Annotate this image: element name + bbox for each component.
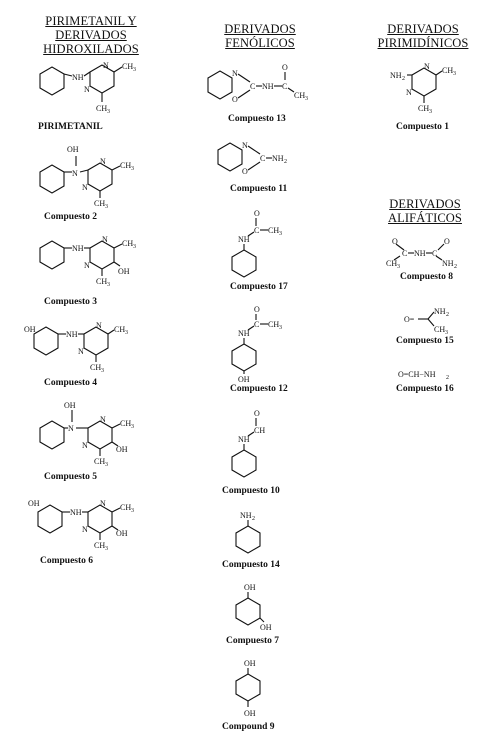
svg-text:N: N	[406, 88, 412, 97]
svg-text:NH: NH	[390, 71, 402, 80]
svg-text:OH: OH	[244, 583, 256, 592]
svg-text:OH: OH	[64, 401, 76, 410]
caption-compuesto-1: Compuesto 1	[396, 122, 450, 132]
compuesto-4-structure	[20, 318, 130, 374]
svg-text:3: 3	[105, 204, 108, 210]
compuesto-3-structure	[34, 236, 144, 292]
svg-text:CH: CH	[122, 239, 134, 248]
caption-compuesto-5: Compuesto 5	[44, 472, 98, 482]
svg-text:3: 3	[397, 264, 400, 270]
compuesto-14-structure	[234, 508, 304, 554]
svg-text:OH: OH	[244, 659, 256, 668]
svg-text:O: O	[242, 167, 248, 176]
svg-text:3: 3	[305, 96, 308, 102]
svg-text:O: O	[392, 237, 398, 246]
svg-text:3: 3	[131, 424, 134, 430]
svg-text:2: 2	[252, 516, 255, 522]
svg-text:NH: NH	[442, 259, 454, 268]
svg-text:CH: CH	[120, 503, 132, 512]
svg-text:3: 3	[279, 325, 282, 331]
svg-text:OH: OH	[116, 529, 128, 538]
svg-text:O: O	[254, 209, 260, 218]
svg-text:C: C	[260, 154, 266, 163]
compuesto-8-structure	[384, 234, 494, 274]
compuesto-12-structure	[228, 304, 318, 384]
svg-text:CH: CH	[434, 325, 446, 334]
caption-compuesto-13: Compuesto 13	[228, 114, 286, 124]
svg-text:OH: OH	[118, 267, 130, 276]
svg-text:C: C	[254, 320, 260, 329]
svg-text:O: O	[254, 409, 260, 418]
svg-text:3: 3	[131, 166, 134, 172]
svg-text:2: 2	[454, 264, 457, 270]
svg-text:CH: CH	[114, 325, 126, 334]
svg-text:2: 2	[402, 76, 405, 82]
compuesto-6-structure	[26, 494, 142, 556]
svg-text:NH: NH	[262, 82, 274, 91]
svg-text:N: N	[82, 525, 88, 534]
header-alifaticos: DERIVADOS ALIFÁTICOS	[388, 197, 462, 225]
header-pirimetanil	[8, 14, 174, 56]
svg-text:NH: NH	[66, 330, 78, 339]
svg-text:O: O	[232, 95, 238, 104]
compuesto-13-structure	[202, 60, 322, 110]
caption-compuesto-2: Compuesto 2	[44, 212, 98, 222]
svg-text:O=: O=	[404, 315, 415, 324]
caption-compuesto-6: Compuesto 6	[40, 556, 94, 566]
caption-pirimetanil: PIRIMETANIL	[38, 122, 103, 132]
header-pirimidinicos: DERIVADOS PIRIMIDÍNICOS	[377, 22, 469, 50]
svg-text:NH: NH	[238, 435, 250, 444]
svg-text:NH: NH	[72, 73, 84, 82]
svg-text:3: 3	[107, 109, 110, 115]
svg-text:3: 3	[107, 282, 110, 288]
svg-text:CH: CH	[90, 363, 102, 372]
caption-compuesto-15: Compuesto 15	[396, 336, 454, 346]
svg-text:3: 3	[105, 546, 108, 552]
svg-text:N: N	[100, 415, 106, 424]
svg-text:OH: OH	[116, 445, 128, 454]
svg-text:CH: CH	[442, 66, 454, 75]
svg-text:CH: CH	[268, 320, 280, 329]
svg-text:3: 3	[445, 330, 448, 336]
caption-compuesto-11: Compuesto 11	[230, 184, 288, 194]
header-pirimetanil-line2: DERIVADOS HIDROXILADOS	[43, 28, 139, 56]
svg-text:3: 3	[125, 330, 128, 336]
svg-text:N: N	[232, 69, 238, 78]
caption-compuesto-3: Compuesto 3	[44, 297, 98, 307]
svg-text:C: C	[282, 82, 288, 91]
svg-text:CH: CH	[294, 91, 306, 100]
svg-text:N: N	[78, 347, 84, 356]
svg-text:CH: CH	[120, 419, 132, 428]
compuesto-15-structure	[400, 304, 490, 338]
svg-text:N: N	[102, 235, 108, 244]
svg-text:C: C	[250, 82, 256, 91]
compuesto-11-structure	[212, 138, 322, 182]
svg-text:CH: CH	[94, 199, 106, 208]
svg-text:N: N	[100, 499, 106, 508]
svg-text:OH: OH	[260, 623, 272, 632]
svg-text:N: N	[84, 261, 90, 270]
svg-text:CH: CH	[268, 226, 280, 235]
svg-text:CH: CH	[94, 541, 106, 550]
compuesto-1-structure	[386, 58, 486, 118]
svg-text:N: N	[242, 141, 248, 150]
svg-text:3: 3	[453, 71, 456, 77]
caption-compuesto-10: Compuesto 10	[222, 486, 280, 496]
svg-text:N: N	[96, 321, 102, 330]
svg-text:N: N	[100, 157, 106, 166]
svg-text:O: O	[254, 305, 260, 314]
caption-compuesto-17: Compuesto 17	[230, 282, 288, 292]
svg-text:3: 3	[105, 462, 108, 468]
svg-text:NH: NH	[72, 244, 84, 253]
svg-text:CH: CH	[122, 62, 134, 71]
svg-text:N: N	[68, 424, 74, 433]
svg-text:CH: CH	[94, 457, 106, 466]
svg-text:CH: CH	[254, 426, 266, 435]
svg-text:3: 3	[133, 244, 136, 250]
compuesto-10-structure	[228, 408, 318, 478]
svg-text:NH: NH	[70, 508, 82, 517]
caption-compuesto-16: Compuesto 16	[396, 384, 454, 394]
svg-text:NH: NH	[414, 249, 426, 258]
caption-compuesto-14: Compuesto 14	[222, 560, 280, 570]
svg-text:O: O	[444, 237, 450, 246]
svg-text:OH: OH	[67, 145, 79, 154]
svg-text:3: 3	[131, 508, 134, 514]
svg-text:CH: CH	[96, 104, 108, 113]
svg-text:N: N	[82, 441, 88, 450]
svg-text:2: 2	[284, 159, 287, 165]
svg-text:N: N	[72, 169, 78, 178]
svg-text:OH: OH	[238, 375, 250, 384]
svg-text:NH: NH	[434, 307, 446, 316]
compuesto-7-structure	[234, 582, 304, 636]
svg-text:3: 3	[429, 109, 432, 115]
svg-text:NH: NH	[272, 154, 284, 163]
compuesto-16-structure	[398, 366, 488, 382]
svg-text:CH: CH	[386, 259, 398, 268]
svg-text:2: 2	[446, 312, 449, 318]
svg-text:3: 3	[279, 231, 282, 237]
header-fenolicos: DERIVADOS FENÓLICOS	[224, 22, 296, 50]
svg-text:CH: CH	[418, 104, 430, 113]
svg-text:NH: NH	[238, 329, 250, 338]
caption-compuesto-8: Compuesto 8	[400, 272, 454, 282]
caption-compuesto-12: Compuesto 12	[230, 384, 288, 394]
svg-text:2: 2	[446, 375, 449, 381]
svg-text:OH: OH	[244, 709, 256, 718]
svg-text:CH: CH	[96, 277, 108, 286]
svg-text:3: 3	[101, 368, 104, 374]
header-pirimetanil-line1: PIRIMETANIL Y	[45, 14, 137, 28]
pirimetanil-structure	[32, 56, 142, 116]
compuesto-17-structure	[228, 208, 318, 278]
caption-compuesto-7: Compuesto 7	[226, 636, 280, 646]
caption-compuesto-4: Compuesto 4	[44, 378, 98, 388]
compuesto-2-structure	[34, 142, 144, 208]
svg-text:O=CH−NH: O=CH−NH	[398, 370, 436, 379]
caption-compound-9: Compound 9	[222, 722, 275, 732]
svg-text:N: N	[103, 61, 109, 70]
svg-text:3: 3	[133, 67, 136, 73]
svg-text:C: C	[254, 226, 260, 235]
svg-text:C: C	[402, 249, 408, 258]
svg-text:OH: OH	[28, 499, 40, 508]
svg-text:O: O	[282, 63, 288, 72]
compuesto-5-structure	[34, 398, 144, 470]
svg-text:C: C	[432, 249, 438, 258]
svg-text:N: N	[84, 85, 90, 94]
compound-9-structure	[234, 658, 304, 720]
svg-text:NH: NH	[240, 511, 252, 520]
svg-text:OH: OH	[24, 325, 36, 334]
svg-text:N: N	[82, 183, 88, 192]
svg-text:NH: NH	[238, 235, 250, 244]
svg-text:CH: CH	[120, 161, 132, 170]
svg-text:N: N	[424, 62, 430, 71]
